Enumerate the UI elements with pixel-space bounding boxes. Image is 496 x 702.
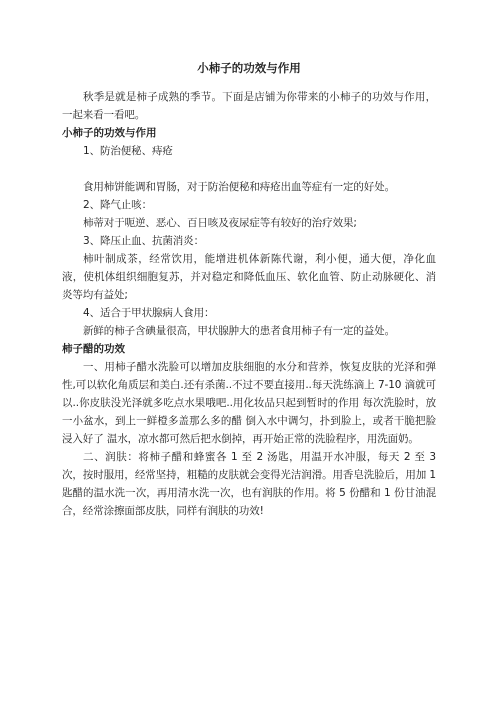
item-1-title: 1、防治便秘、痔疮 (83, 145, 173, 157)
item-1-text: 食用柿饼能调和胃肠，对于防治便秘和痔疮出血等症有一定的好处。 (83, 181, 395, 193)
item-4-title: 4、适合于甲状腺病人食用： (83, 307, 215, 319)
page-title: 小柿子的功效与作用 (197, 61, 301, 75)
item-3-text: 柿叶制成茶，经常饮用，能增进机体新陈代谢，利小便，通大便，净化血液，使机体组织细胞复苏，并对稳定和降低血压、软化血管、防止动脉硬化、消炎等均有益处; (62, 253, 436, 301)
item-4-text: 新鲜的柿子含碘量很高，甲状腺肿大的患者食用柿子有一定的益处。 (83, 325, 395, 337)
section-heading-benefits: 小柿子的功效与作用 (62, 127, 157, 139)
section-heading-vinegar: 柿子醋的功效 (62, 343, 125, 355)
intro-paragraph: 秋季是就是柿子成熟的季节。下面是店铺为你带来的小柿子的功效与作用，一起来看一看吧。 (62, 91, 436, 121)
document-page (62, 60, 436, 520)
vinegar-paragraph-1: 一、用柿子醋水洗脸可以增加皮肤细胞的水分和营养，恢复皮肤的光泽和弹性,可以软化角质层和美白.还有杀菌..不过不要直接用..每天洗练滴上 7-10 滴就可以..你皮肤没光泽就多吃点水果哦吧..用化妆品只起到暂时的作用 每次洗脸时，放一小盆水，到上一鲜橙多盖那么多的醋 倒入水中调匀，扑到脸上，或者干脆把脸浸入好了 温水，凉水都可然后把水倒掉，再开始正常的洗脸程序，用洗面奶。 (62, 361, 436, 445)
item-2-title: 2、降气止咳： (83, 199, 152, 211)
item-3-title: 3、降压止血、抗菌消炎： (83, 235, 204, 247)
vinegar-paragraph-2: 二、润肤：将柿子醋和蜂蜜各 1 至 2 汤匙，用温开水冲服，每天 2 至 3 次，按时服用，经常坚持，粗糙的皮肤就会变得光洁润滑。用香皂洗脸后，用加 1 匙醋的温水洗一次，再用清水洗一次，也有润肤的作用。将 5 份醋和 1 份甘油混合，经常涂擦面部皮肤，同样有润肤的功效! (62, 451, 436, 517)
blank-line (62, 160, 436, 178)
item-2-text: 柿蒂对于呃逆、恶心、百日咳及夜尿症等有较好的治疗效果; (83, 217, 357, 229)
